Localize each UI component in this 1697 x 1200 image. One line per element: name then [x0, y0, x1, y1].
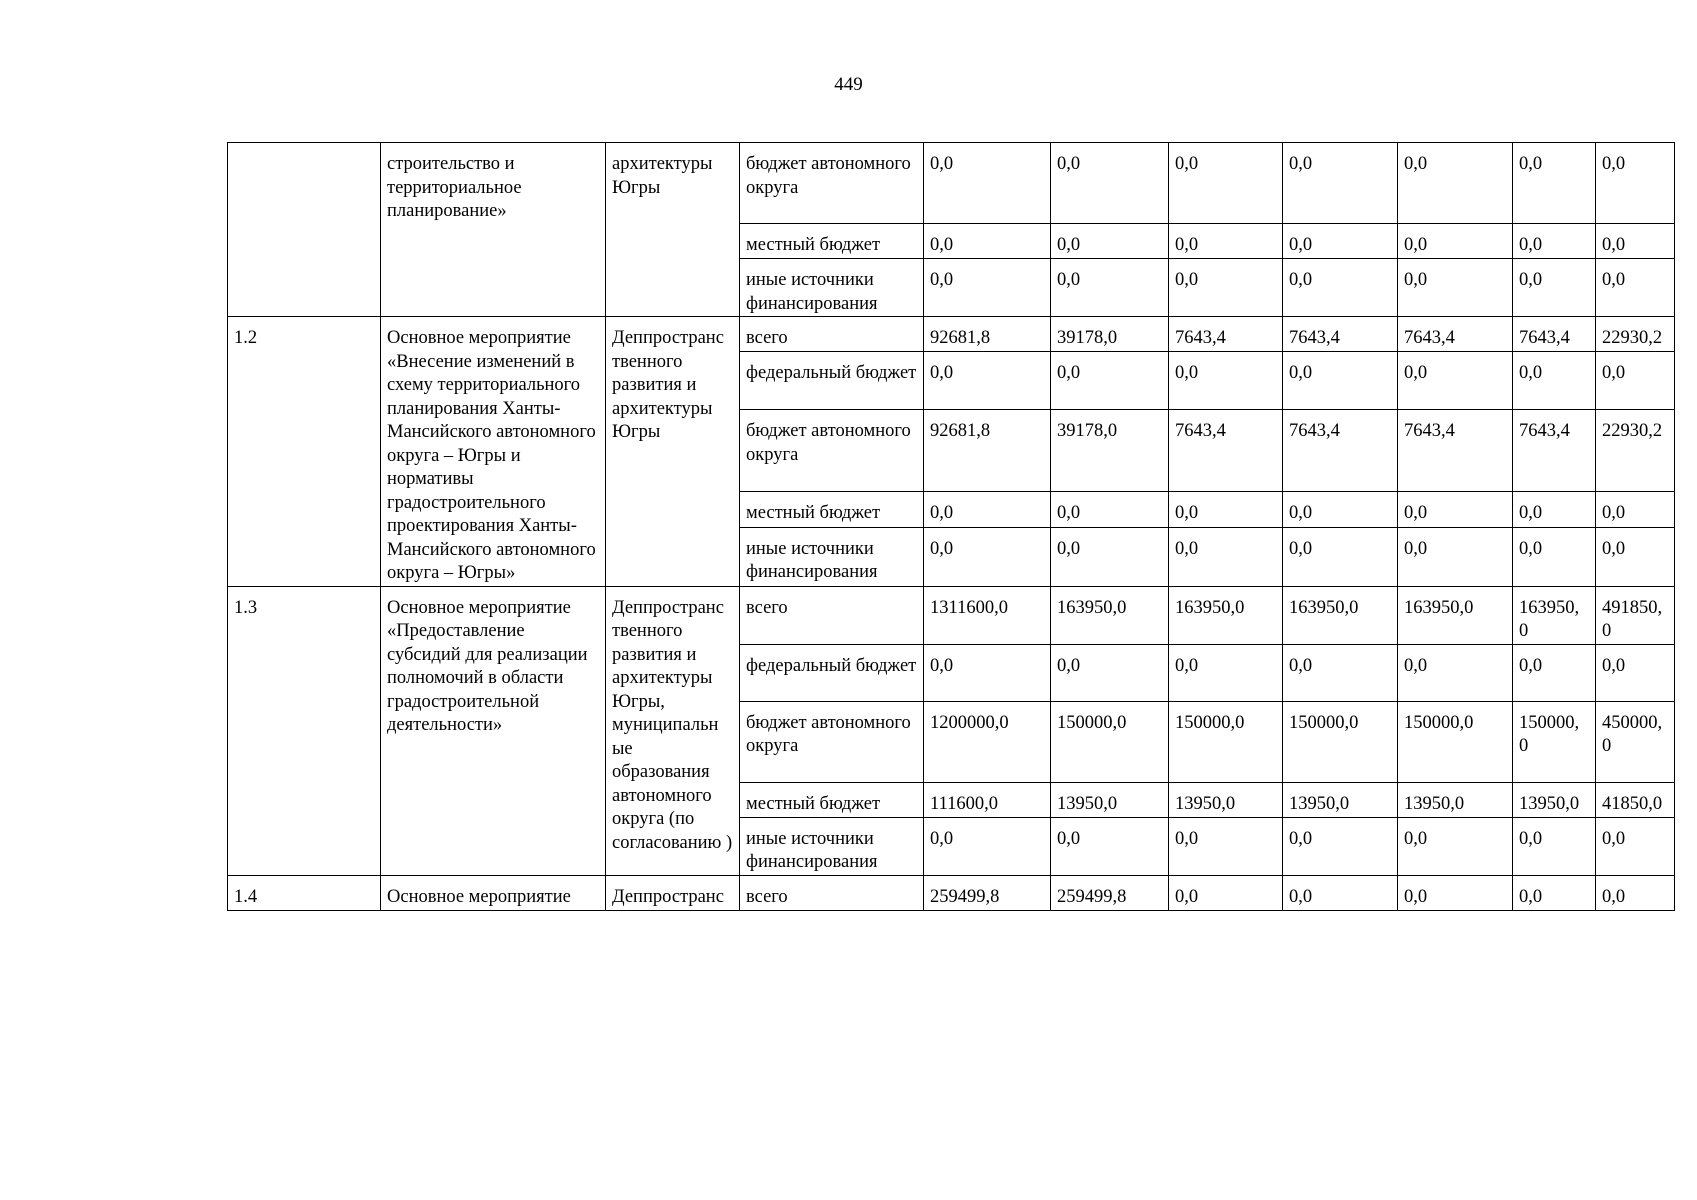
value-cell: 0,0 [1283, 644, 1398, 701]
value-cell: 0,0 [1513, 224, 1596, 259]
value-cell: 7643,4 [1398, 317, 1513, 352]
funding-source-cell: иные источники финансирования [740, 817, 924, 875]
value-cell: 0,0 [1051, 259, 1169, 317]
value-cell: 0,0 [1596, 259, 1675, 317]
value-cell: 0,0 [1169, 259, 1283, 317]
value-cell: 0,0 [1051, 143, 1169, 224]
value-cell: 39178,0 [1051, 317, 1169, 352]
value-cell: 0,0 [1596, 875, 1675, 910]
value-cell: 0,0 [1283, 224, 1398, 259]
item-name-cell: Основное мероприятие «Предоставление субсидий для реализации полномочий в области градостроительной деятельности» [381, 586, 606, 875]
funding-source-cell: иные источники финансирования [740, 259, 924, 317]
value-cell: 0,0 [1398, 492, 1513, 527]
value-cell: 0,0 [1283, 817, 1398, 875]
value-cell: 0,0 [1513, 817, 1596, 875]
value-cell: 0,0 [1398, 352, 1513, 410]
value-cell: 163950,0 [1051, 586, 1169, 644]
value-cell: 7643,4 [1169, 410, 1283, 492]
value-cell: 1311600,0 [924, 586, 1051, 644]
value-cell: 7643,4 [1283, 410, 1398, 492]
responsible-cell: Деппространс [606, 875, 740, 910]
value-cell: 163950,0 [1283, 586, 1398, 644]
value-cell: 150000,0 [1169, 701, 1283, 782]
value-cell: 0,0 [1398, 224, 1513, 259]
value-cell: 0,0 [1051, 492, 1169, 527]
item-number-cell [228, 143, 381, 317]
value-cell: 0,0 [1513, 259, 1596, 317]
value-cell: 0,0 [1283, 492, 1398, 527]
value-cell: 13950,0 [1169, 782, 1283, 817]
value-cell: 259499,8 [1051, 875, 1169, 910]
value-cell: 0,0 [1283, 143, 1398, 224]
value-cell: 0,0 [924, 492, 1051, 527]
value-cell: 0,0 [1051, 352, 1169, 410]
value-cell: 0,0 [1398, 527, 1513, 586]
value-cell: 0,0 [1596, 817, 1675, 875]
value-cell: 0,0 [1169, 143, 1283, 224]
value-cell: 111600,0 [924, 782, 1051, 817]
value-cell: 150000,0 [1398, 701, 1513, 782]
value-cell: 7643,4 [1513, 317, 1596, 352]
funding-source-cell: иные источники финансирования [740, 527, 924, 586]
funding-source-cell: местный бюджет [740, 782, 924, 817]
responsible-cell: Деппространс твенного развития и архитектуры Югры [606, 317, 740, 587]
value-cell: 0,0 [1398, 644, 1513, 701]
table-row [228, 317, 1675, 352]
value-cell: 13950,0 [1283, 782, 1398, 817]
funding-source-cell: всего [740, 317, 924, 352]
value-cell: 0,0 [1513, 644, 1596, 701]
value-cell: 0,0 [1169, 817, 1283, 875]
value-cell: 92681,8 [924, 410, 1051, 492]
item-number-cell: 1.4 [228, 875, 381, 910]
table-row [228, 875, 1675, 910]
value-cell: 0,0 [1596, 224, 1675, 259]
value-cell: 0,0 [1283, 352, 1398, 410]
funding-source-cell: бюджет автономного округа [740, 143, 924, 224]
value-cell: 0,0 [1051, 527, 1169, 586]
item-number-cell: 1.3 [228, 586, 381, 875]
value-cell: 450000, 0 [1596, 701, 1675, 782]
value-cell: 150000, 0 [1513, 701, 1596, 782]
value-cell: 13950,0 [1513, 782, 1596, 817]
value-cell: 259499,8 [924, 875, 1051, 910]
value-cell: 0,0 [1169, 875, 1283, 910]
value-cell: 7643,4 [1513, 410, 1596, 492]
value-cell: 0,0 [924, 817, 1051, 875]
value-cell: 0,0 [924, 224, 1051, 259]
responsible-cell: Деппространс твенного развития и архитектуры Югры, муниципальн ые образования автономного округа (по согласованию ) [606, 586, 740, 875]
value-cell: 0,0 [1169, 527, 1283, 586]
funding-source-cell: федеральный бюджет [740, 644, 924, 701]
funding-source-cell: бюджет автономного округа [740, 701, 924, 782]
value-cell: 163950, 0 [1513, 586, 1596, 644]
value-cell: 0,0 [1051, 817, 1169, 875]
value-cell: 0,0 [1283, 527, 1398, 586]
value-cell: 0,0 [1283, 259, 1398, 317]
value-cell: 0,0 [1398, 259, 1513, 317]
item-name-cell: Основное мероприятие [381, 875, 606, 910]
item-name-cell: Основное мероприятие «Внесение изменений в схему территориального планирования Ханты-Мансийского автономного округа – Югры и нормативы градостроительного проектирования Ханты-Мансийского автономного округа – Югры» [381, 317, 606, 587]
value-cell: 0,0 [1169, 644, 1283, 701]
value-cell: 163950,0 [1398, 586, 1513, 644]
value-cell: 150000,0 [1283, 701, 1398, 782]
value-cell: 0,0 [924, 259, 1051, 317]
value-cell: 0,0 [1398, 875, 1513, 910]
table-row [228, 143, 1675, 224]
item-number-cell: 1.2 [228, 317, 381, 587]
value-cell: 0,0 [1513, 143, 1596, 224]
value-cell: 0,0 [924, 352, 1051, 410]
funding-source-cell: всего [740, 586, 924, 644]
value-cell: 0,0 [1051, 644, 1169, 701]
value-cell: 0,0 [1169, 224, 1283, 259]
value-cell: 41850,0 [1596, 782, 1675, 817]
value-cell: 0,0 [1398, 143, 1513, 224]
value-cell: 13950,0 [1051, 782, 1169, 817]
value-cell: 7643,4 [1283, 317, 1398, 352]
value-cell: 163950,0 [1169, 586, 1283, 644]
responsible-cell: архитектуры Югры [606, 143, 740, 317]
value-cell: 0,0 [924, 527, 1051, 586]
value-cell: 0,0 [1283, 875, 1398, 910]
funding-source-cell: местный бюджет [740, 492, 924, 527]
value-cell: 0,0 [1596, 527, 1675, 586]
funding-source-cell: федеральный бюджет [740, 352, 924, 410]
page-number: 449 [834, 74, 863, 95]
item-name-cell: строительство и территориальное планирование» [381, 143, 606, 317]
value-cell: 0,0 [1513, 352, 1596, 410]
value-cell: 0,0 [1051, 224, 1169, 259]
funding-source-cell: всего [740, 875, 924, 910]
value-cell: 0,0 [1169, 492, 1283, 527]
value-cell: 7643,4 [1169, 317, 1283, 352]
value-cell: 0,0 [924, 143, 1051, 224]
value-cell: 13950,0 [1398, 782, 1513, 817]
value-cell: 7643,4 [1398, 410, 1513, 492]
value-cell: 150000,0 [1051, 701, 1169, 782]
value-cell: 491850, 0 [1596, 586, 1675, 644]
funding-source-cell: местный бюджет [740, 224, 924, 259]
value-cell: 0,0 [1513, 527, 1596, 586]
value-cell: 0,0 [1513, 875, 1596, 910]
value-cell: 0,0 [1169, 352, 1283, 410]
value-cell: 0,0 [1596, 143, 1675, 224]
value-cell: 0,0 [1513, 492, 1596, 527]
value-cell: 22930,2 [1596, 410, 1675, 492]
value-cell: 0,0 [1398, 817, 1513, 875]
budget-table [227, 142, 1675, 911]
value-cell: 0,0 [924, 644, 1051, 701]
value-cell: 0,0 [1596, 644, 1675, 701]
funding-source-cell: бюджет автономного округа [740, 410, 924, 492]
value-cell: 22930,2 [1596, 317, 1675, 352]
value-cell: 39178,0 [1051, 410, 1169, 492]
value-cell: 92681,8 [924, 317, 1051, 352]
table-row [228, 586, 1675, 644]
value-cell: 0,0 [1596, 492, 1675, 527]
value-cell: 0,0 [1596, 352, 1675, 410]
value-cell: 1200000,0 [924, 701, 1051, 782]
